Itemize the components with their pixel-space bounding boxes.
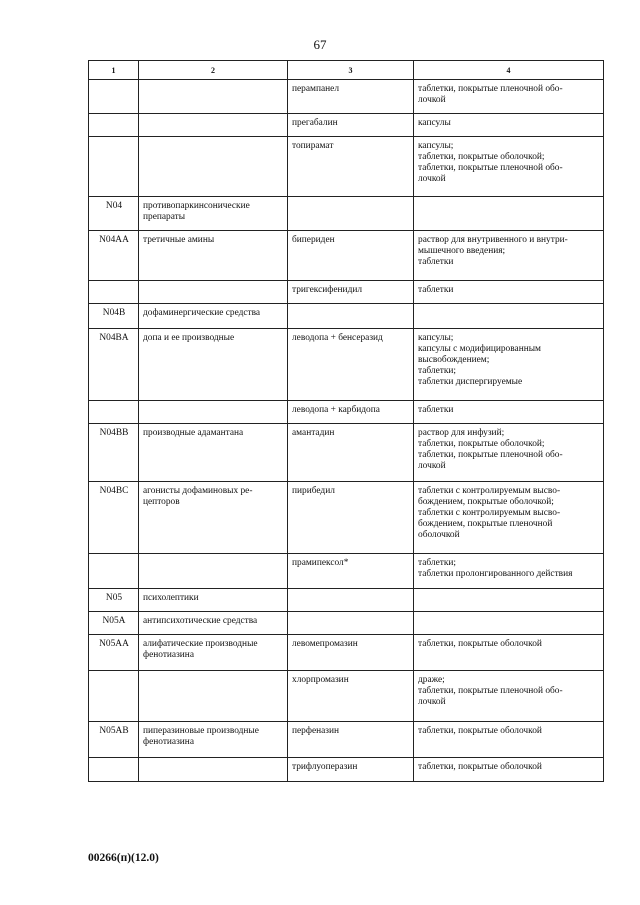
dosage-form-cell xyxy=(414,329,604,401)
drug-name-cell xyxy=(288,304,414,329)
dosage-form-line: бождением, покрытые пленочной xyxy=(418,519,553,529)
atc-code-cell: N04BB xyxy=(89,424,139,482)
dosage-form-line: раствор для инфузий; xyxy=(418,428,505,438)
dosage-form-cell xyxy=(414,304,604,329)
dosage-form-cell xyxy=(414,722,604,758)
drug-table xyxy=(88,60,604,782)
document-code: 00266(п)(12.0) xyxy=(88,852,159,864)
dosage-form-cell xyxy=(414,589,604,612)
dosage-form-cell xyxy=(414,424,604,482)
anatomical-group-cell xyxy=(139,137,288,197)
anatomical-group-cell xyxy=(139,329,288,401)
table-row xyxy=(89,137,604,197)
group-line: допа и ее производные xyxy=(143,333,235,343)
dosage-form-line: таблетки xyxy=(418,285,454,295)
group-line: антипсихотические средства xyxy=(143,616,258,626)
table-row xyxy=(89,589,604,612)
dosage-form-cell xyxy=(414,482,604,554)
atc-code-cell: N05AB xyxy=(89,722,139,758)
column-header-3: 3 xyxy=(288,61,414,80)
dosage-form-line: капсулы; xyxy=(418,333,454,343)
dosage-form-line: лочкой xyxy=(418,95,446,105)
dosage-form-line: высвобождением; xyxy=(418,355,490,365)
drug-name-cell: прегабалин xyxy=(288,114,414,137)
dosage-form-cell xyxy=(414,671,604,722)
table-row xyxy=(89,482,604,554)
dosage-form-cell xyxy=(414,758,604,782)
anatomical-group-cell xyxy=(139,197,288,231)
drug-name-cell xyxy=(288,589,414,612)
dosage-form-line: лочкой xyxy=(418,174,446,184)
dosage-form-line: таблетки, покрытые пленочной обо- xyxy=(418,84,563,94)
table-row xyxy=(89,197,604,231)
dosage-form-line: таблетки, покрытые пленочной обо- xyxy=(418,163,563,173)
dosage-form-line: таблетки, покрытые пленочной обо- xyxy=(418,450,563,460)
atc-code-cell: N05AA xyxy=(89,635,139,671)
table-row xyxy=(89,281,604,304)
table-header-row xyxy=(89,61,604,80)
dosage-form-line: таблетки пролонгированного действия xyxy=(418,569,573,579)
dosage-form-line: таблетки с контролируемым высво- xyxy=(418,486,561,496)
dosage-form-line: мышечного введения; xyxy=(418,246,506,256)
drug-name-cell: леводопа + бенсеразид xyxy=(288,329,414,401)
dosage-form-line: капсулы xyxy=(418,118,451,128)
atc-code-cell: N04B xyxy=(89,304,139,329)
group-line: дофаминергические средства xyxy=(143,308,261,318)
dosage-form-cell xyxy=(414,401,604,424)
anatomical-group-cell xyxy=(139,589,288,612)
table-row xyxy=(89,671,604,722)
dosage-form-line: таблетки, покрытые пленочной обо- xyxy=(418,686,563,696)
drug-name-cell: амантадин xyxy=(288,424,414,482)
table-row xyxy=(89,424,604,482)
dosage-form-line: таблетки, покрытые оболочкой xyxy=(418,726,542,736)
table-body xyxy=(89,80,604,782)
drug-name-cell: перфеназин xyxy=(288,722,414,758)
dosage-form-line: таблетки, покрытые оболочкой xyxy=(418,762,542,772)
atc-code-cell xyxy=(89,80,139,114)
group-line: фенотиазина xyxy=(143,737,194,747)
dosage-form-line: капсулы с модифицированным xyxy=(418,344,541,354)
dosage-form-cell xyxy=(414,231,604,281)
atc-code-cell: N04BC xyxy=(89,482,139,554)
group-line: третичные амины xyxy=(143,235,215,245)
table-row xyxy=(89,304,604,329)
dosage-form-line: таблетки; xyxy=(418,366,457,376)
drug-name-cell: хлорпромазин xyxy=(288,671,414,722)
dosage-form-line: капсулы; xyxy=(418,141,454,151)
atc-code-cell xyxy=(89,137,139,197)
anatomical-group-cell xyxy=(139,231,288,281)
group-line: препараты xyxy=(143,212,186,222)
column-header-4: 4 xyxy=(414,61,604,80)
dosage-form-line: таблетки xyxy=(418,257,454,267)
anatomical-group-cell xyxy=(139,722,288,758)
anatomical-group-cell xyxy=(139,114,288,137)
group-line: психолептики xyxy=(143,593,199,603)
drug-name-cell: трифлуоперазин xyxy=(288,758,414,782)
group-line: цепторов xyxy=(143,497,180,507)
atc-code-cell: N05A xyxy=(89,612,139,635)
drug-name-cell: пирибедил xyxy=(288,482,414,554)
table-row xyxy=(89,231,604,281)
anatomical-group-cell xyxy=(139,304,288,329)
drug-name-cell: левомепромазин xyxy=(288,635,414,671)
table-row xyxy=(89,114,604,137)
atc-code-cell xyxy=(89,554,139,589)
group-line: алифатические производные xyxy=(143,639,258,649)
dosage-form-line: таблетки xyxy=(418,405,454,415)
dosage-form-line: таблетки, покрытые оболочкой; xyxy=(418,439,545,449)
atc-code-cell xyxy=(89,401,139,424)
dosage-form-line: таблетки, покрытые оболочкой; xyxy=(418,152,545,162)
anatomical-group-cell xyxy=(139,424,288,482)
dosage-form-cell xyxy=(414,114,604,137)
anatomical-group-cell xyxy=(139,401,288,424)
dosage-form-cell xyxy=(414,281,604,304)
table-row xyxy=(89,554,604,589)
table-row xyxy=(89,401,604,424)
dosage-form-line: лочкой xyxy=(418,461,446,471)
dosage-form-cell xyxy=(414,612,604,635)
table-row xyxy=(89,329,604,401)
group-line: агонисты дофаминовых ре- xyxy=(143,486,253,496)
dosage-form-line: бождением, покрытые оболочкой; xyxy=(418,497,554,507)
atc-code-cell xyxy=(89,114,139,137)
anatomical-group-cell xyxy=(139,758,288,782)
dosage-form-cell xyxy=(414,137,604,197)
drug-name-cell: бипериден xyxy=(288,231,414,281)
drug-name-cell xyxy=(288,612,414,635)
anatomical-group-cell xyxy=(139,635,288,671)
dosage-form-line: драже; xyxy=(418,675,445,685)
drug-name-cell: прамипексол* xyxy=(288,554,414,589)
drug-name-cell: топирамат xyxy=(288,137,414,197)
group-line: производные адамантана xyxy=(143,428,244,438)
anatomical-group-cell xyxy=(139,482,288,554)
drug-name-cell: тригексифенидил xyxy=(288,281,414,304)
atc-code-cell: N04AA xyxy=(89,231,139,281)
table-row xyxy=(89,635,604,671)
atc-code-cell xyxy=(89,281,139,304)
atc-code-cell xyxy=(89,671,139,722)
dosage-form-cell xyxy=(414,635,604,671)
atc-code-cell: N04BA xyxy=(89,329,139,401)
dosage-form-line: раствор для внутривенного и внутри- xyxy=(418,235,568,245)
dosage-form-cell xyxy=(414,197,604,231)
drug-name-cell: леводопа + карбидопа xyxy=(288,401,414,424)
table-row xyxy=(89,758,604,782)
anatomical-group-cell xyxy=(139,80,288,114)
table-row xyxy=(89,80,604,114)
dosage-form-cell xyxy=(414,554,604,589)
group-line: пиперазиновые производные xyxy=(143,726,259,736)
dosage-form-line: таблетки диспергируемые xyxy=(418,377,523,387)
group-line: фенотиазина xyxy=(143,650,194,660)
anatomical-group-cell xyxy=(139,612,288,635)
table-row xyxy=(89,722,604,758)
dosage-form-line: таблетки с контролируемым высво- xyxy=(418,508,561,518)
dosage-form-line: таблетки, покрытые оболочкой xyxy=(418,639,542,649)
drug-name-cell xyxy=(288,197,414,231)
anatomical-group-cell xyxy=(139,671,288,722)
anatomical-group-cell xyxy=(139,281,288,304)
atc-code-cell: N04 xyxy=(89,197,139,231)
table-row xyxy=(89,612,604,635)
dosage-form-cell xyxy=(414,80,604,114)
dosage-form-line: таблетки; xyxy=(418,558,457,568)
dosage-form-line: лочкой xyxy=(418,697,446,707)
dosage-form-line: оболочкой xyxy=(418,530,460,540)
drug-name-cell: перампанел xyxy=(288,80,414,114)
group-line: противопаркинсонические xyxy=(143,201,250,211)
atc-code-cell xyxy=(89,758,139,782)
atc-code-cell: N05 xyxy=(89,589,139,612)
anatomical-group-cell xyxy=(139,554,288,589)
column-header-1: 1 xyxy=(89,61,139,80)
column-header-2: 2 xyxy=(139,61,288,80)
page-number: 67 xyxy=(313,37,327,52)
